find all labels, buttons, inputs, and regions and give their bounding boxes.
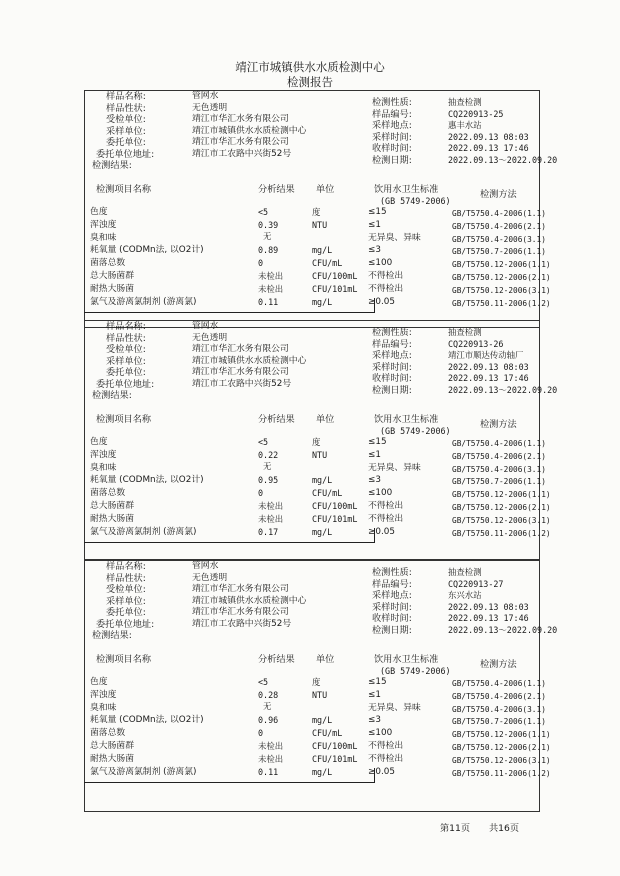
col-header-method: 检测方法 (480, 419, 517, 430)
field-value: 靖江市工农路中兴街52号 (192, 378, 292, 389)
table-row-standard: ≤15 (368, 207, 387, 217)
table-row-result: 未检出 (258, 271, 284, 281)
field-label: 收样时间: (372, 613, 412, 624)
field-value: 东兴水站 (448, 590, 482, 600)
table-row-result: 0 (258, 258, 264, 269)
table-row-standard: ≥0.05 (368, 766, 395, 777)
table-row-result: <5 (258, 437, 269, 447)
field-label: 采样时间: (372, 601, 412, 613)
table-row-item: 耗氧量 (CODMn法, 以O2计) (90, 475, 204, 486)
table-row-item: 色度 (90, 207, 108, 217)
table-row-method: GB/T5750.7-2006(1.1) (452, 717, 546, 727)
table-row-item: 浑浊度 (90, 449, 117, 460)
field-label: 检测性质: (372, 327, 412, 338)
col-header-standard-sub: (GB 5749-2006) (380, 426, 451, 436)
table-row-result: 未检出 (258, 753, 284, 764)
field-label: 检测日期: (372, 384, 412, 396)
field-label: 样品性状: (106, 332, 146, 344)
table-row-result: 0.22 (258, 449, 279, 460)
table-row-unit: mg/L (312, 766, 333, 777)
table-row-unit: mg/L (312, 296, 333, 307)
table-row-unit: CFU/mL (312, 488, 343, 499)
table-row-standard: 不得检出 (368, 283, 404, 294)
field-value: 2022.09.13 17:46 (448, 373, 529, 383)
col-header-standard: 饮用水卫生标准 (374, 184, 439, 195)
field-label: 委托单位: (106, 137, 146, 148)
field-value: 2022.09.13 17:46 (448, 143, 529, 153)
field-value: 2022.09.13～2022.09.20 (448, 154, 558, 165)
table-row-result: 0.11 (258, 766, 279, 777)
field-label: 收样时间: (372, 373, 412, 384)
table-row-standard: 不得检出 (368, 513, 404, 524)
org-title: 靖江市城镇供水水质检测中心 (235, 60, 385, 74)
field-value: CQ220913-27 (448, 578, 504, 589)
table-row-item: 浑浊度 (90, 689, 117, 700)
table-row-unit: NTU (312, 449, 328, 460)
col-header-item: 检测项目名称 (96, 654, 152, 665)
field-label: 检测日期: (372, 624, 412, 636)
table-row-method: GB/T5750.4-2006(2.1) (452, 221, 546, 231)
field-value: 无色透明 (192, 102, 228, 113)
table-row-unit: mg/L (312, 715, 333, 726)
table-row-item: 色度 (90, 437, 108, 447)
table-rule (84, 782, 374, 783)
table-row-unit: CFU/100mL (312, 271, 358, 281)
table-row-result: 未检出 (258, 283, 284, 294)
table-row-method: GB/T5750.12-2006(2.1) (452, 743, 551, 752)
field-value: 靖江市城镇供水水质检测中心 (192, 125, 307, 136)
table-row-unit: CFU/100mL (312, 741, 358, 751)
table-row-result: 未检出 (258, 741, 284, 751)
field-label: 样品编号: (372, 338, 412, 350)
table-row-item: 耗氧量 (CODMn法, 以O2计) (90, 715, 204, 726)
col-header-item: 检测项目名称 (96, 184, 152, 195)
field-value: CQ220913-26 (448, 338, 504, 349)
table-row-method: GB/T5750.12-2006(2.1) (452, 273, 551, 282)
table-row-standard: ≤3 (368, 715, 381, 726)
field-label: 检测性质: (372, 97, 412, 108)
field-value: 2022.09.13 17:46 (448, 613, 529, 623)
field-label: 采样单位: (106, 125, 146, 137)
table-row-method: GB/T5750.7-2006(1.1) (452, 477, 546, 487)
field-label: 采样时间: (372, 361, 412, 373)
table-row-standard: 不得检出 (368, 753, 404, 764)
table-row-standard: ≤1 (368, 449, 381, 460)
field-label: 委托单位: (106, 367, 146, 378)
table-divider (374, 528, 375, 543)
table-row-result: 0.17 (258, 526, 279, 537)
field-value: CQ220913-25 (448, 108, 504, 119)
table-row-method: GB/T5750.4-2006(2.1) (452, 691, 546, 701)
field-label: 采样时间: (372, 131, 412, 143)
col-header-standard: 饮用水卫生标准 (374, 414, 439, 425)
table-row-result: 0 (258, 488, 264, 499)
field-label: 委托单位地址: (96, 148, 155, 160)
field-label: 受检单位: (106, 584, 146, 595)
table-row-standard: 无异臭、异味 (368, 462, 421, 473)
table-row-standard: ≤100 (368, 488, 393, 499)
table-row-item: 菌落总数 (90, 258, 126, 269)
table-row-result: 0.89 (258, 245, 279, 256)
table-row-item: 臭和味 (90, 462, 117, 473)
field-value: 靖江市华汇水务有限公司 (192, 607, 289, 617)
table-row-unit: CFU/101mL (312, 513, 358, 524)
field-label: 检测结果: (92, 630, 132, 641)
field-label: 样品性状: (106, 572, 146, 584)
table-row-standard: ≤3 (368, 245, 381, 256)
table-row-unit: 度 (312, 437, 321, 447)
field-label: 收样时间: (372, 143, 412, 154)
field-label: 受检单位: (106, 114, 146, 125)
field-value: 2022.09.13～2022.09.20 (448, 624, 558, 635)
field-label: 检测结果: (92, 160, 132, 171)
table-row-result: 无 (263, 230, 272, 241)
field-label: 采样地点: (372, 350, 412, 361)
table-row-result: 0.11 (258, 296, 279, 307)
field-label: 采样地点: (372, 590, 412, 601)
field-label: 样品名称: (106, 91, 146, 102)
table-row-item: 耐热大肠菌 (90, 283, 134, 294)
col-header-method: 检测方法 (480, 659, 517, 670)
table-row-result: 未检出 (258, 513, 284, 524)
field-value: 靖江市华汇水务有限公司 (192, 344, 289, 354)
table-row-method: GB/T5750.7-2006(1.1) (452, 247, 546, 257)
field-value: 靖江市城镇供水水质检测中心 (192, 595, 307, 606)
col-header-item: 检测项目名称 (96, 414, 152, 425)
field-value: 2022.09.13～2022.09.20 (448, 384, 558, 395)
table-row-unit: NTU (312, 219, 328, 230)
field-label: 委托单位地址: (96, 378, 155, 390)
table-row-method: GB/T5750.4-2006(2.1) (452, 451, 546, 461)
table-row-unit: NTU (312, 689, 328, 700)
field-value: 靖江市城镇供水水质检测中心 (192, 355, 307, 366)
field-value: 抽查检测 (448, 97, 482, 107)
field-value: 惠丰水站 (448, 120, 482, 130)
col-header-standard-sub: (GB 5749-2006) (380, 196, 451, 206)
table-row-method: GB/T5750.12-2006(1.1) (452, 730, 551, 740)
field-label: 检测日期: (372, 154, 412, 166)
table-row-standard: ≤3 (368, 475, 381, 486)
table-row-standard: ≤15 (368, 677, 387, 687)
field-value: 无色透明 (192, 572, 228, 583)
table-row-standard: ≤15 (368, 437, 387, 447)
table-row-standard: 无异臭、异味 (368, 702, 421, 713)
page-number: 第11页 (440, 823, 471, 834)
col-header-unit: 单位 (316, 414, 335, 425)
col-header-unit: 单位 (316, 184, 335, 195)
table-row-item: 浑浊度 (90, 219, 117, 230)
table-row-standard: ≥0.05 (368, 296, 395, 307)
table-row-unit: CFU/101mL (312, 753, 358, 764)
col-header-unit: 单位 (316, 654, 335, 665)
table-row-result: 0.28 (258, 689, 279, 700)
table-row-unit: mg/L (312, 475, 333, 486)
field-label: 采样单位: (106, 595, 146, 607)
table-row-result: 0.95 (258, 475, 279, 486)
table-row-standard: ≥0.05 (368, 526, 395, 537)
table-row-standard: ≤1 (368, 219, 381, 230)
table-row-method: GB/T5750.12-2006(3.1) (452, 515, 551, 525)
field-value: 管网水 (192, 91, 219, 101)
table-row-method: GB/T5750.4-2006(3.1) (452, 704, 546, 714)
table-row-standard: 不得检出 (368, 501, 404, 511)
field-label: 委托单位地址: (96, 618, 155, 630)
table-row-result: 无 (263, 460, 272, 471)
table-divider (374, 298, 375, 313)
table-row-method: GB/T5750.4-2006(1.1) (452, 439, 546, 448)
col-header-method: 检测方法 (480, 189, 517, 200)
table-row-unit: mg/L (312, 526, 333, 537)
table-row-item: 氯气及游离氯制剂 (游离氯) (90, 766, 197, 777)
table-row-standard: 无异臭、异味 (368, 232, 421, 243)
field-value: 靖江市华汇水务有限公司 (192, 367, 289, 377)
table-rule (84, 312, 374, 313)
table-row-unit: 度 (312, 677, 321, 687)
table-row-item: 总大肠菌群 (90, 501, 134, 511)
table-row-method: GB/T5750.11-2006(1.2) (452, 768, 551, 778)
table-divider (374, 768, 375, 783)
field-label: 样品名称: (106, 321, 146, 332)
field-label: 采样单位: (106, 355, 146, 367)
field-value: 靖江市华汇水务有限公司 (192, 137, 289, 147)
table-row-standard: 不得检出 (368, 741, 404, 751)
field-label: 检测结果: (92, 390, 132, 401)
table-row-unit: 度 (312, 207, 321, 217)
table-rule (84, 542, 374, 543)
field-label: 样品编号: (372, 108, 412, 120)
field-label: 受检单位: (106, 344, 146, 355)
page-total: 共16页 (489, 823, 520, 834)
table-row-method: GB/T5750.12-2006(1.1) (452, 260, 551, 270)
table-row-result: 未检出 (258, 501, 284, 511)
field-label: 样品性状: (106, 102, 146, 114)
field-value: 靖江市顺达传动轴厂 (448, 350, 524, 360)
table-row-result: <5 (258, 677, 269, 687)
table-row-unit: CFU/101mL (312, 283, 358, 294)
table-row-item: 臭和味 (90, 232, 117, 243)
table-row-standard: ≤1 (368, 689, 381, 700)
field-value: 抽查检测 (448, 567, 482, 577)
report-title: 检测报告 (287, 75, 333, 89)
field-value: 2022.09.13 08:03 (448, 601, 529, 612)
table-row-method: GB/T5750.12-2006(3.1) (452, 755, 551, 765)
table-row-item: 耐热大肠菌 (90, 513, 134, 524)
table-row-item: 总大肠菌群 (90, 271, 134, 281)
field-label: 检测性质: (372, 567, 412, 578)
field-value: 靖江市工农路中兴街52号 (192, 618, 292, 629)
table-row-item: 臭和味 (90, 702, 117, 713)
table-row-item: 色度 (90, 677, 108, 687)
col-header-standard-sub: (GB 5749-2006) (380, 666, 451, 676)
table-row-method: GB/T5750.12-2006(3.1) (452, 285, 551, 295)
table-row-method: GB/T5750.4-2006(1.1) (452, 209, 546, 218)
field-label: 采样地点: (372, 120, 412, 131)
table-row-unit: mg/L (312, 245, 333, 256)
table-row-result: 无 (263, 700, 272, 711)
field-value: 靖江市华汇水务有限公司 (192, 584, 289, 594)
table-row-item: 菌落总数 (90, 488, 126, 499)
field-label: 样品编号: (372, 578, 412, 590)
field-value: 靖江市工农路中兴街52号 (192, 148, 292, 159)
field-value: 无色透明 (192, 332, 228, 343)
col-header-result: 分析结果 (258, 184, 295, 195)
table-row-standard: ≤100 (368, 258, 393, 269)
col-header-result: 分析结果 (258, 654, 295, 665)
table-row-method: GB/T5750.12-2006(1.1) (452, 490, 551, 500)
table-row-item: 氯气及游离氯制剂 (游离氯) (90, 526, 197, 537)
field-value: 抽查检测 (448, 327, 482, 337)
table-row-item: 菌落总数 (90, 728, 126, 739)
table-row-standard: ≤100 (368, 728, 393, 739)
table-row-item: 耐热大肠菌 (90, 753, 134, 764)
field-label: 委托单位: (106, 607, 146, 618)
field-label: 样品名称: (106, 561, 146, 572)
table-row-method: GB/T5750.11-2006(1.2) (452, 528, 551, 538)
table-row-method: GB/T5750.11-2006(1.2) (452, 298, 551, 308)
table-row-item: 耗氧量 (CODMn法, 以O2计) (90, 245, 204, 256)
field-value: 2022.09.13 08:03 (448, 131, 529, 142)
table-row-method: GB/T5750.4-2006(1.1) (452, 679, 546, 688)
table-row-unit: CFU/mL (312, 258, 343, 269)
table-row-method: GB/T5750.12-2006(2.1) (452, 503, 551, 512)
table-row-unit: CFU/mL (312, 728, 343, 739)
col-header-standard: 饮用水卫生标准 (374, 654, 439, 665)
field-value: 管网水 (192, 321, 219, 331)
field-value: 靖江市华汇水务有限公司 (192, 114, 289, 124)
table-row-method: GB/T5750.4-2006(3.1) (452, 464, 546, 474)
table-row-result: 0.96 (258, 715, 279, 726)
table-row-unit: CFU/100mL (312, 501, 358, 511)
table-row-standard: 不得检出 (368, 271, 404, 281)
field-value: 管网水 (192, 561, 219, 571)
table-row-result: <5 (258, 207, 269, 217)
col-header-result: 分析结果 (258, 414, 295, 425)
table-row-method: GB/T5750.4-2006(3.1) (452, 234, 546, 244)
table-row-item: 氯气及游离氯制剂 (游离氯) (90, 296, 197, 307)
table-row-item: 总大肠菌群 (90, 741, 134, 751)
table-row-result: 0 (258, 728, 264, 739)
field-value: 2022.09.13 08:03 (448, 361, 529, 372)
table-row-result: 0.39 (258, 219, 279, 230)
